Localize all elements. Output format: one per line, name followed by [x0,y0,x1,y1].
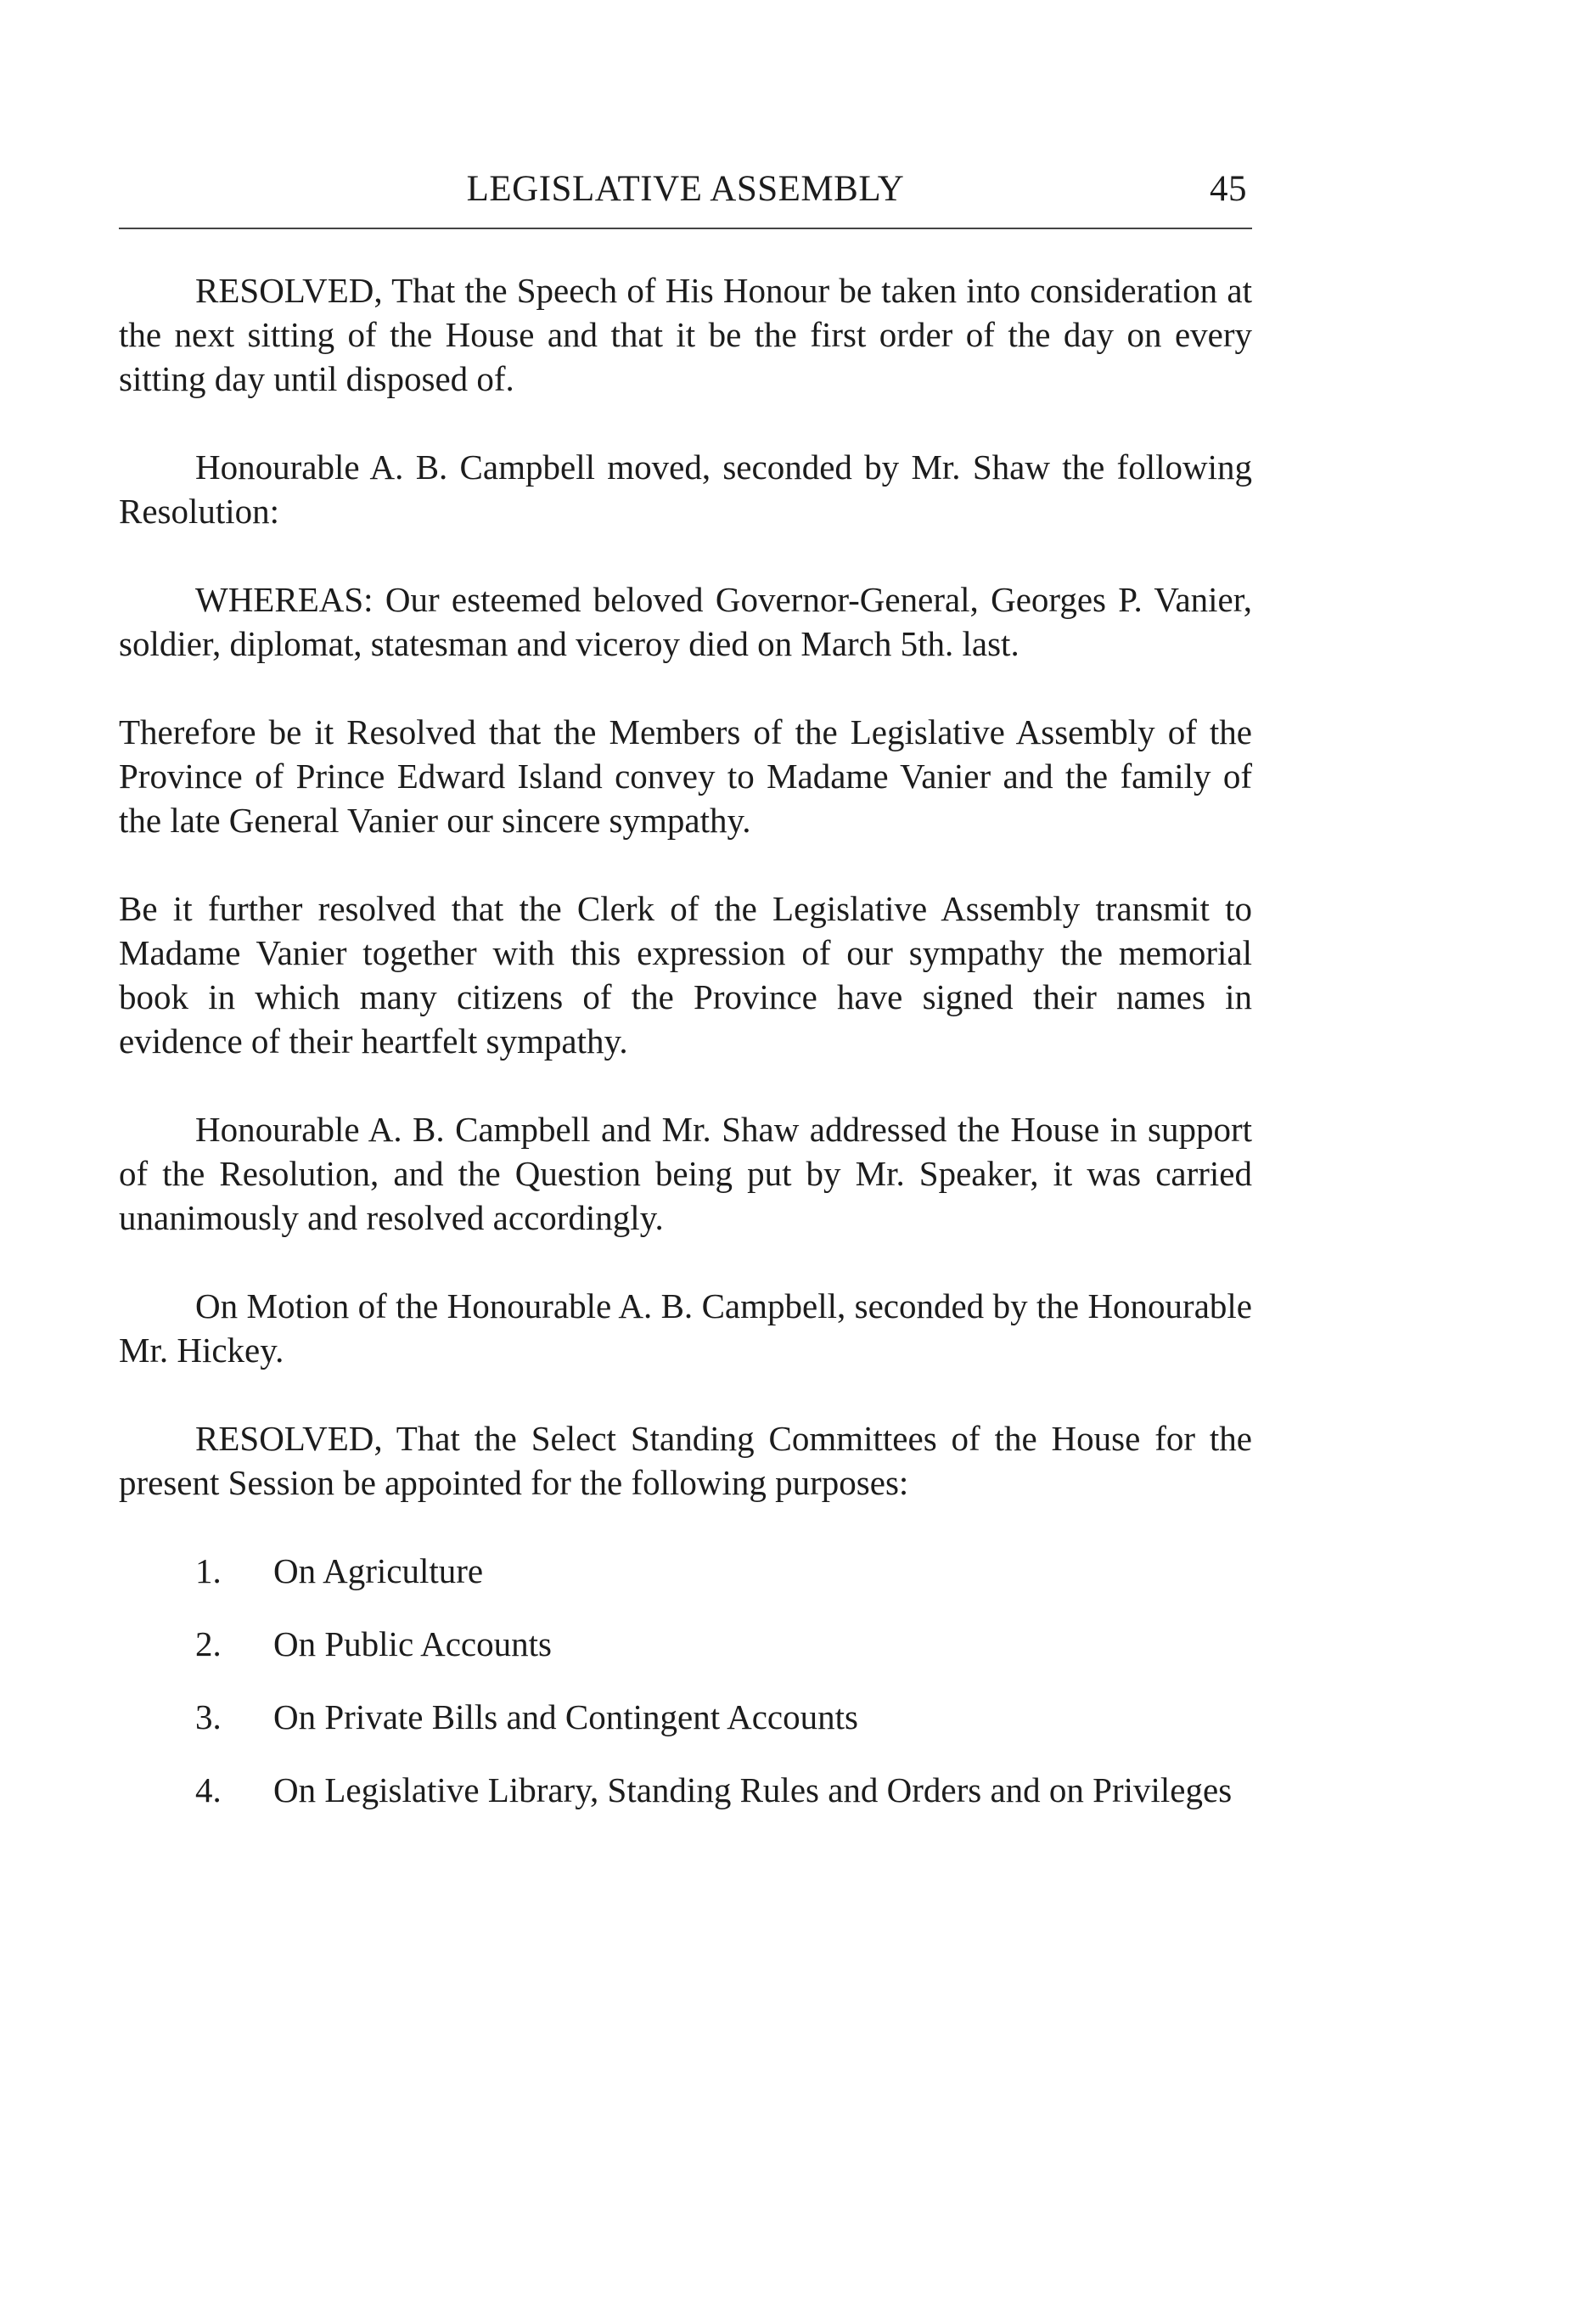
list-item-number: 3. [195,1697,222,1736]
paragraph-on-motion: On Motion of the Honourable A. B. Campbell, seconded by the Honourable Mr. Hickey. [119,1286,1252,1370]
header-rule [119,228,1252,229]
paragraph-speech-resolution: RESOLVED, That the Speech of His Honour be taken into consideration at the next sitting of the House and that it be the first order of the day on every sitting day until disposed of. [119,271,1252,398]
page-header [119,168,1252,219]
paragraph-therefore: Therefore be it Resolved that the Members of the Legislative Assembly of the Province of Prince Edward Island convey to Madame Vanier and the family of the late General Vanier our sincere sympathy. [119,712,1252,840]
list-item [119,1549,1252,1593]
list-item [119,1695,1252,1739]
list-item [119,1622,1252,1666]
list-item-number: 1. [195,1551,222,1590]
list-item-number: 2. [195,1624,222,1663]
list-item [119,1768,1252,1812]
paragraph-campbell-motion: Honourable A. B. Campbell moved, seconded by Mr. Shaw the following Resolution: [119,447,1252,531]
list-item-text: On Agriculture [273,1551,484,1590]
list-item-text: On Legislative Library, Standing Rules and Orders and on Privileges [273,1770,1233,1809]
list-item-text: On Private Bills and Contingent Accounts [273,1697,858,1736]
paragraph-whereas: WHEREAS: Our esteemed beloved Governor-General, Georges P. Vanier, soldier, diplomat, statesman and viceroy died on March 5th. last. [119,580,1252,663]
page-body [119,268,1252,1841]
list-item-number: 4. [195,1770,222,1809]
page-number: 45 [1210,169,1247,209]
paragraph-further-resolved: Be it further resolved that the Clerk of the Legislative Assembly transmit to Madame Vanier together with this expression of our sympathy the memorial book in which many citizens of the Province have signed their names in evidence of their heartfelt sympathy. [119,889,1252,1061]
committees-list [119,1549,1252,1812]
paragraph-addressed-house: Honourable A. B. Campbell and Mr. Shaw addressed the House in support of the Resolution, and the Question being put by Mr. Speaker, it was carried unanimously and resolved accordingly. [119,1110,1252,1237]
running-title: LEGISLATIVE ASSEMBLY [466,169,905,209]
list-item-text: On Public Accounts [273,1624,552,1663]
paragraph-committees-resolution: RESOLVED, That the Select Standing Committees of the House for the present Session be appointed for the following purposes: [119,1419,1252,1502]
